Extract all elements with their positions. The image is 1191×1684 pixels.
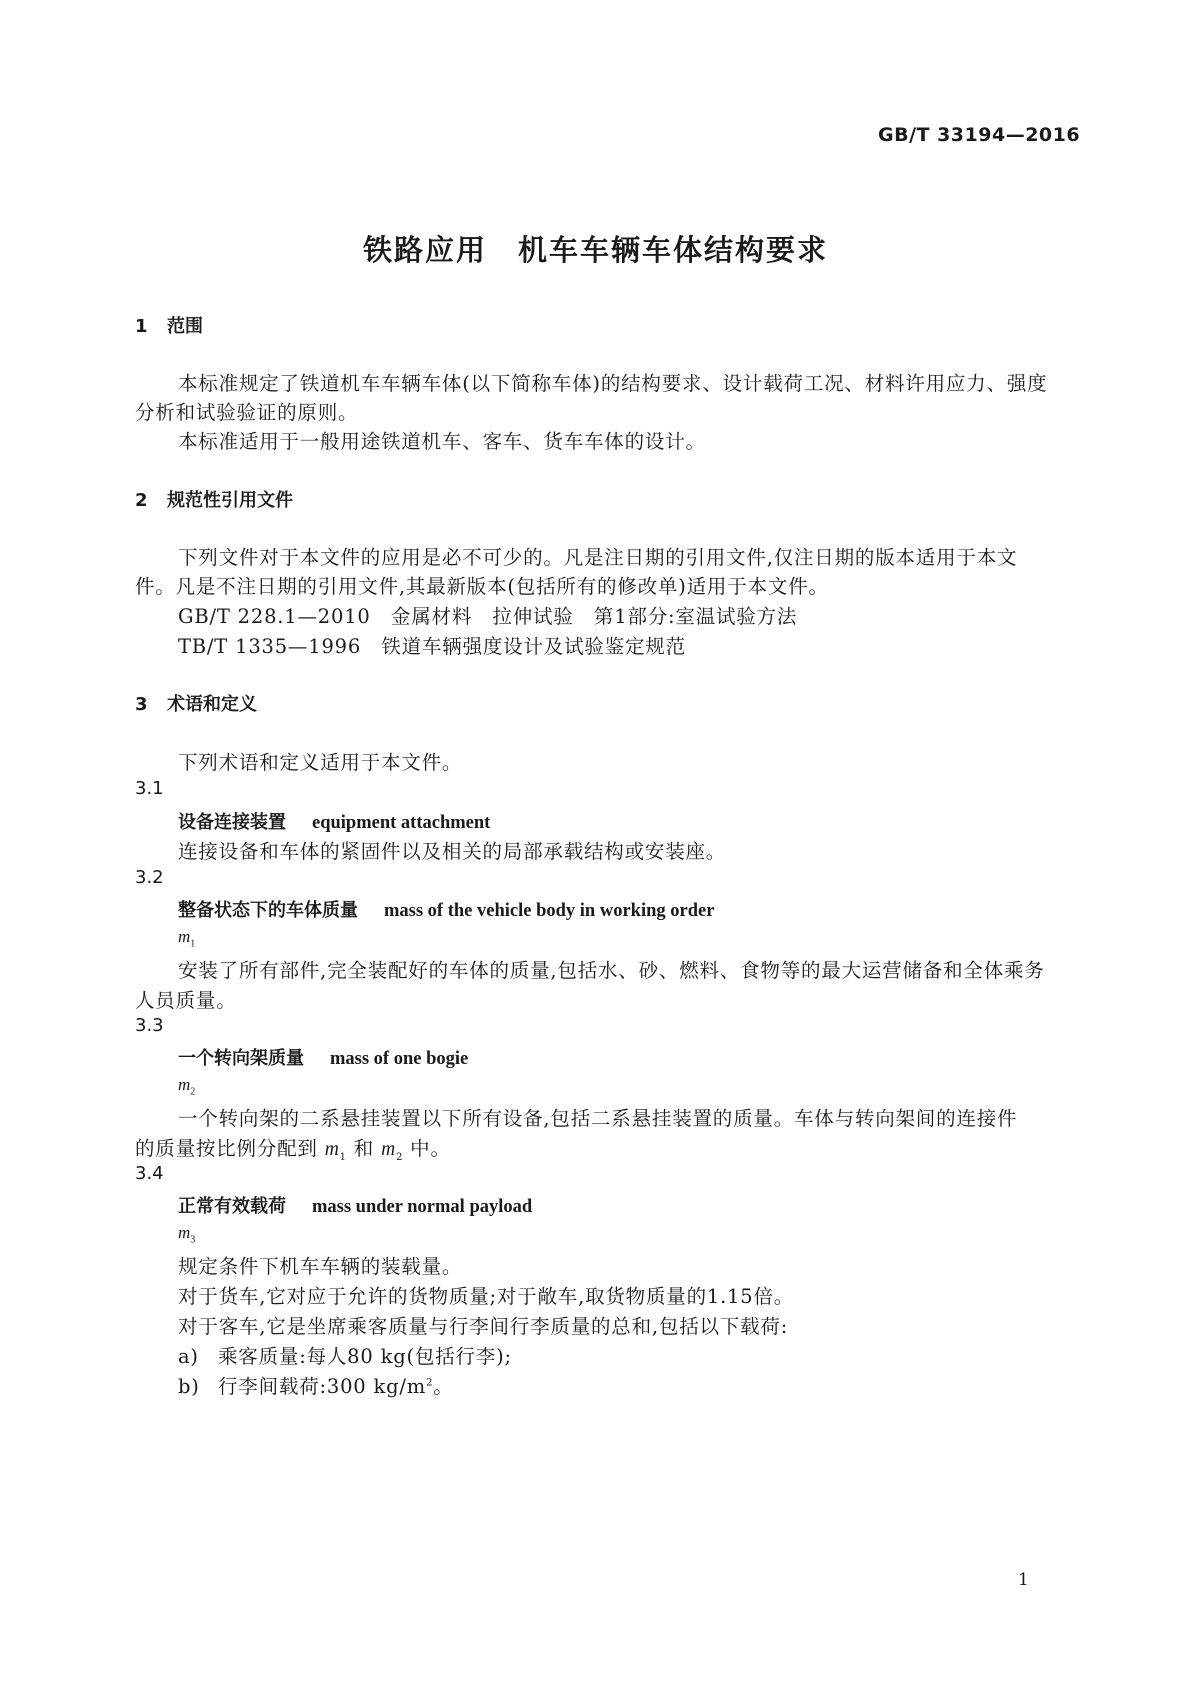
paragraph-line: 下列术语和定义适用于本文件。 (178, 751, 463, 774)
term-english: mass of one bogie (330, 1049, 469, 1069)
term-english: equipment attachment (312, 813, 491, 833)
list-item: b) 行李间载荷:300 $kg/m^2$。 (178, 1375, 454, 1398)
paragraph-line: 下列文件对于本文件的应用是必不可少的。凡是注日期的引用文件,仅注日期的版本适用于本文 (178, 546, 1018, 569)
term-symbol: $m_3$ (178, 1223, 196, 1246)
term-chinese: 一个转向架质量 (178, 1048, 304, 1069)
term-entry (178, 1044, 468, 1070)
term-symbol: $m_2$ (178, 1075, 196, 1098)
term-note: 对于客车,它是坐席乘客质量与行李间行李质量的总和,包括以下载荷: (178, 1315, 789, 1338)
section-number: 2 (135, 490, 148, 511)
term-definition: 人员质量。 (135, 989, 237, 1012)
term-definition: 连接设备和车体的紧固件以及相关的局部承载结构或安装座。 (178, 840, 727, 863)
term-english: mass of the vehicle body in working order (384, 901, 715, 921)
term-symbol: $m_1$ (178, 927, 196, 950)
page-number: 1 (1018, 1570, 1029, 1590)
term-note: 对于货车,它对应于允许的货物质量;对于敞车,取货物质量的1.15倍。 (178, 1285, 795, 1308)
paragraph-line: 本标准规定了铁道机车车辆车体(以下简称车体)的结构要求、设计载荷工况、材料许用应力、强度 (178, 372, 1048, 395)
clause-number: 3.2 (135, 867, 164, 888)
term-chinese: 正常有效载荷 (178, 1196, 286, 1217)
section-3-heading (135, 690, 257, 716)
list-marker: a) (178, 1345, 199, 1368)
paragraph-line: 件。凡是不注日期的引用文件,其最新版本(包括所有的修改单)适用于本文件。 (135, 575, 829, 598)
clause-number: 3.3 (135, 1015, 164, 1036)
reference-entry: TB/T 1335—1996 铁道车辆强度设计及试验鉴定规范 (178, 635, 686, 658)
document-title: 铁路应用 机车车辆车体结构要求 (362, 233, 828, 267)
paragraph-line: 本标准适用于一般用途铁道机车、客车、货车车体的设计。 (178, 430, 706, 453)
term-definition: 规定条件下机车车辆的装载量。 (178, 1255, 463, 1278)
term-entry (178, 1192, 532, 1218)
term-definition: 的质量按比例分配到 $m_1$ 和 $m_2$ 中。 (135, 1137, 451, 1163)
term-definition: 一个转向架的二系悬挂装置以下所有设备,包括二系悬挂装置的质量。车体与转向架间的连接件 (178, 1107, 1018, 1130)
term-chinese: 整备状态下的车体质量 (178, 900, 358, 921)
standard-number: GB/T 33194—2016 (878, 124, 1081, 146)
reference-entry: GB/T 228.1—2010 金属材料 拉伸试验 第1部分:室温试验方法 (178, 605, 798, 628)
term-chinese: 设备连接装置 (178, 812, 286, 833)
section-1-heading (135, 312, 203, 338)
list-item: a) 乘客质量:每人80 kg(包括行李); (178, 1345, 512, 1368)
clause-number: 3.1 (135, 778, 164, 799)
clause-number: 3.4 (135, 1163, 164, 1184)
section-2-heading (135, 486, 293, 512)
term-entry (178, 896, 714, 922)
term-entry (178, 808, 490, 834)
section-title: 规范性引用文件 (167, 490, 293, 511)
term-english: mass under normal payload (312, 1197, 533, 1217)
paragraph-line: 分析和试验验证的原则。 (135, 401, 359, 424)
section-title: 范围 (167, 316, 203, 337)
section-title: 术语和定义 (167, 694, 257, 715)
list-marker: b) (178, 1375, 200, 1398)
section-number: 3 (135, 694, 148, 715)
term-definition: 安装了所有部件,完全装配好的车体的质量,包括水、砂、燃料、食物等的最大运营储备和全体乘务 (178, 959, 1045, 982)
section-number: 1 (135, 316, 148, 337)
